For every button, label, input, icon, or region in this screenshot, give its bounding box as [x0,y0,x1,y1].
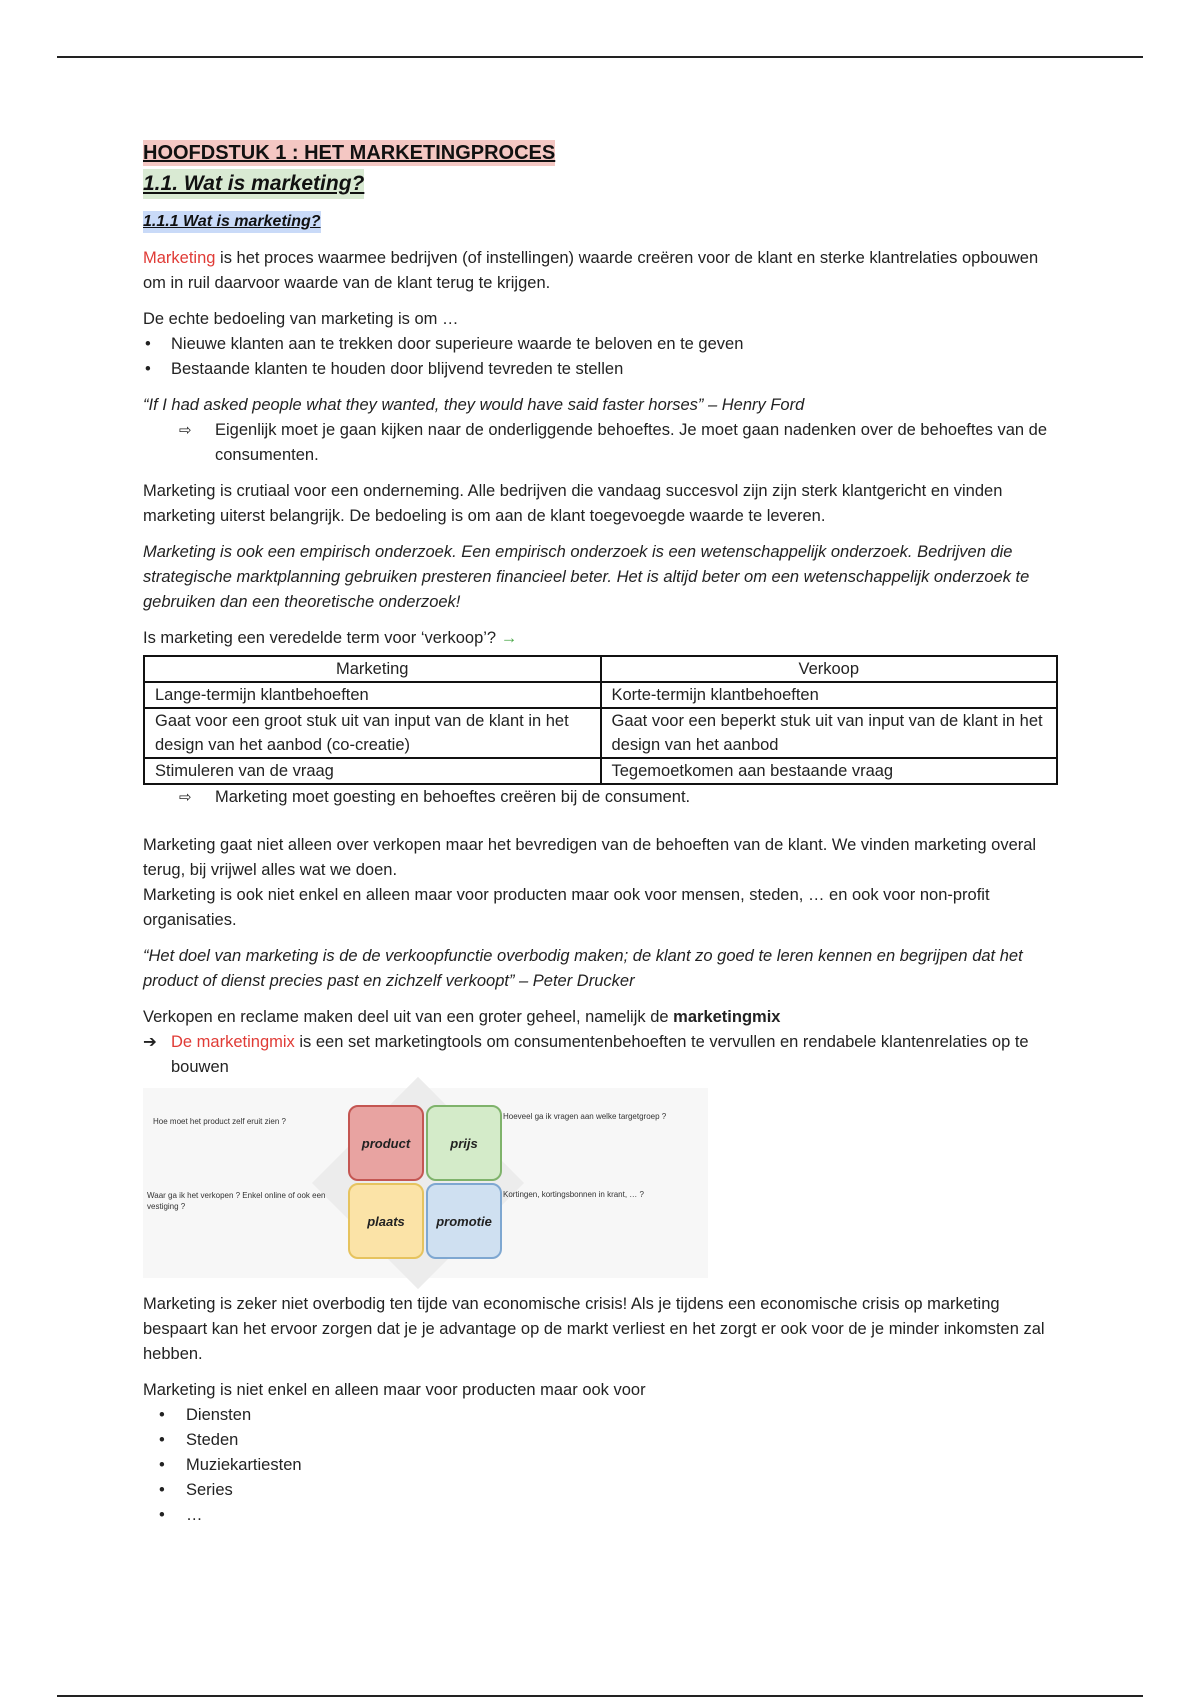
list-item: • Nieuwe klanten aan te trekken door superieure waarde te beloven en te geven [143,332,1058,357]
list-item: • Bestaande klanten te houden door blijvend tevreden te stellen [143,357,1058,382]
paragraph-crucial: Marketing is crutiaal voor een onderneming. Alle bedrijven die vandaag succesvol zijn zijn sterk klantgericht en vinden marketing uiterst belangrijk. De bedoeling is om aan de klant toegevoegde waarde te leveren. [143,482,1003,525]
table-cell: Tegemoetkomen aan bestaande vraag [601,758,1058,784]
table-header-cell: Marketing [144,656,601,682]
table-row [144,758,1057,784]
hollow-arrow-icon: ⇨ [179,789,192,806]
definition-term: Marketing [143,249,216,267]
definition-paragraph [143,246,1058,296]
mix-question-product: Hoe moet het product zelf eruit zien ? [153,1117,286,1126]
mix-box-promotie: promotie [426,1183,502,1259]
mix-box-prijs: prijs [426,1105,502,1181]
section-title: 1.1. Wat is marketing? [143,169,364,199]
quote-ford: “If I had asked people what they wanted, they would have said faster horses” – Henry Ford [143,396,805,414]
table-header-cell: Verkoop [601,656,1058,682]
marketing-mix-definition [143,1030,1058,1080]
marketing-mix-intro-text: Verkopen en reclame maken deel uit van een groter geheel, namelijk de [143,1008,674,1026]
table-row [144,708,1057,758]
subsection-title: 1.1.1 Wat is marketing? [143,211,321,233]
marketing-mix-intro-bold: marketingmix [673,1008,781,1026]
paragraph-crisis: Marketing is zeker niet overbodig ten tijde van economische crisis! Als je tijdens een economische crisis op marketing bespaart kan het ervoor zorgen dat je je advantage op de markt verliest en het zorgt er ook voor de je minder inkomsten zal hebben. [143,1295,1045,1363]
arrow-right-icon: → [500,629,518,647]
marketing-mix-intro [143,1005,1058,1030]
question-line [143,626,1058,651]
table-cell: Korte-termijn klantbehoeften [601,682,1058,708]
table-header-row [144,656,1057,682]
footer-rule [57,1695,1143,1697]
question-text: Is marketing een veredelde term voor ‘verkoop’? [143,629,501,647]
closing-list [143,1403,1058,1528]
list-item: • … [143,1503,1058,1528]
list-item: • Series [143,1478,1058,1503]
table-cell: Gaat voor een beperkt stuk uit van input van de klant in het design van het aanbod [601,708,1058,758]
mix-question-prijs: Hoeveel ga ik vragen aan welke targetgroep ? [503,1112,667,1121]
list-item: • Muziekartiesten [143,1453,1058,1478]
marketing-mix-term: De marketingmix [171,1033,295,1051]
quote-ford-note [143,418,1058,468]
mix-box-product: product [348,1105,424,1181]
table-row [144,682,1057,708]
table-cell: Lange-termijn klantbehoeften [144,682,601,708]
marketing-mix-definition-text: is een set marketingtools om consumentenbehoeften te vervullen en rendabele klantenrelaties op te bouwen [171,1033,1029,1076]
chapter-title: HOOFDSTUK 1 : HET MARKETINGPROCES [143,142,556,164]
paragraph-satisfy-2: Marketing is ook niet enkel en alleen maar voor producten maar ook voor mensen, steden, … en ook voor non-profit organisaties. [143,886,990,929]
list-item: • Steden [143,1428,1058,1453]
quote-drucker: “Het doel van marketing is de de verkoopfunctie overbodig maken; de klant zo goed te leren kennen en begrijpen dat het product of dienst precies past en zichzelf verkoopt” – Peter Drucker [143,947,1023,990]
hollow-arrow-icon: ⇨ [179,422,192,439]
header-rule [57,56,1143,58]
table-note-text: Marketing moet goesting en behoeftes creëren bij de consument. [215,788,691,806]
table-cell: Gaat voor een groot stuk uit van input van de klant in het design van het aanbod (co-creatie) [144,708,601,758]
mix-question-promotie: Kortingen, kortingsbonnen in krant, … ? [503,1190,644,1199]
closing-intro: Marketing is niet enkel en alleen maar voor producten maar ook voor [143,1381,646,1399]
marketing-mix-figure [143,1088,708,1278]
document-body [143,140,1058,1528]
purpose-intro: De echte bedoeling van marketing is om … [143,310,459,328]
bold-arrow-icon: ➔ [143,1033,157,1051]
definition-text: is het proces waarmee bedrijven (of instellingen) waarde creëren voor de klant en sterke klantrelaties opbouwen om in ruil daarvoor waarde van de klant terug te krijgen. [143,249,1039,292]
mix-box-plaats: plaats [348,1183,424,1259]
purpose-list [143,332,1058,382]
paragraph-empirical: Marketing is ook een empirisch onderzoek. Een empirisch onderzoek is een wetenschappelijk onderzoek. Bedrijven die strategische marktplanning gebruiken presteren financieel beter. Het is altijd beter om een wetenschappelijk onderzoek te gebruiken dan een theoretische onderzoek! [143,543,1030,611]
paragraph-satisfy-1: Marketing gaat niet alleen over verkopen maar het bevredigen van de behoeften van de klant. We vinden marketing overal terug, bij vrijwel alles wat we doen. [143,836,1037,879]
list-item: • Diensten [143,1403,1058,1428]
mix-question-plaats: Waar ga ik het verkopen ? Enkel online of ook een vestiging ? [147,1191,326,1211]
comparison-table [143,655,1058,785]
quote-ford-note-text: Eigenlijk moet je gaan kijken naar de onderliggende behoeftes. Je moet gaan nadenken over de behoeftes van de consumenten. [215,421,1048,464]
table-cell: Stimuleren van de vraag [144,758,601,784]
table-note [143,785,1058,810]
